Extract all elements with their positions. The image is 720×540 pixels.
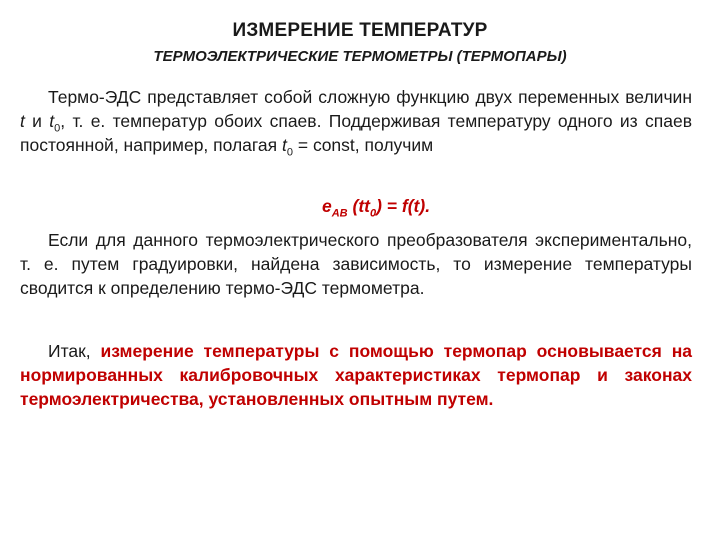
p3-lead: Итак, — [48, 341, 101, 361]
p1-var-t0b: t — [282, 135, 287, 155]
paragraph-3 — [20, 339, 692, 411]
paragraph-1 — [20, 85, 692, 157]
slide-title: ИЗМЕРЕНИЕ ТЕМПЕРАТУР — [232, 20, 488, 41]
p1-text-b: и — [24, 111, 50, 131]
formula-mid: (tt — [347, 196, 370, 216]
formula-end: ) = f(t). — [376, 196, 431, 216]
p1-text-c: , т. е. температур обоих спаев. Поддерживая температуру одного из спаев постоянной, например, полагая — [20, 111, 693, 155]
p1-sub-0: 0 — [54, 122, 61, 135]
formula-sub-ab: AB — [331, 207, 348, 220]
slide-subtitle: ТЕРМОЭЛЕКТРИЧЕСКИЕ ТЕРМОМЕТРЫ (ТЕРМОПАРЫ) — [153, 48, 567, 65]
p1-var-t: t — [20, 111, 25, 131]
p3-emphasis: измерение температуры с помощью термопар основывается на нормированных калибровочных характеристиках термопар и законах термоэлектричества, установленных опытным путем. — [20, 341, 693, 409]
formula — [322, 196, 431, 220]
p1-text-d: = const, получим — [293, 135, 434, 155]
formula-sub-0: 0 — [369, 207, 377, 220]
paragraph-2 — [20, 228, 692, 300]
p1-text-a: Термо-ЭДС представляет собой сложную функцию двух переменных величин — [48, 87, 692, 107]
p1-var-t0: t — [49, 111, 55, 131]
p2-text: Если для данного термоэлектрического преобразователя экспериментально, т. е. путем градуировки, найдена зависимость, то измерение температуры сводится к определению термо-ЭДС термометра. — [20, 230, 692, 298]
formula-e: e — [322, 196, 332, 216]
p1-sub-0b: 0 — [286, 146, 293, 159]
